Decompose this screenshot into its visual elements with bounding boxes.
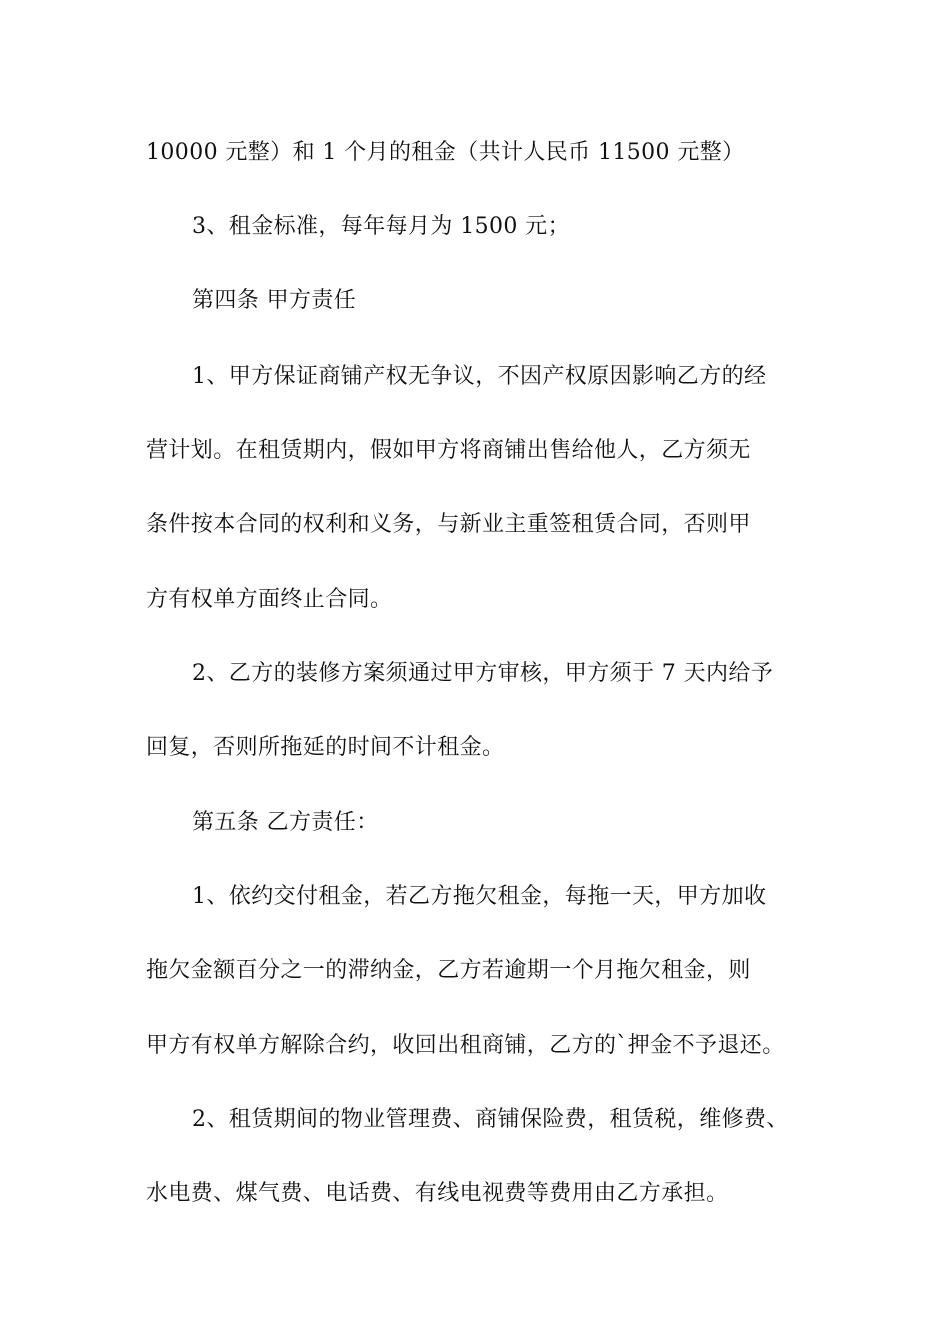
text-line: 营计划。在租赁期内，假如甲方将商铺出售给他人，乙方须无 [146, 438, 751, 463]
text-line: 拖欠金额百分之一的滞纳金，乙方若逾期一个月拖欠租金，则 [146, 958, 751, 983]
text-line: 水电费、煤气费、电话费、有线电视费等费用由乙方承担。 [146, 1181, 729, 1206]
section-heading-article-five: 第五条 乙方责任： [192, 810, 379, 835]
text-line: 甲方有权单方解除合约，收回出租商铺，乙方的`押金不予退还。 [146, 1033, 785, 1058]
text-line-deposit-total: 10000 元整）和 1 个月的租金（共计人民币 11500 元整） [146, 140, 745, 165]
text-line: 2、租赁期间的物业管理费、商铺保险费，租赁税，维修费、 [192, 1107, 789, 1132]
text-line: 1、甲方保证商铺产权无争议，不因产权原因影响乙方的经 [192, 364, 767, 389]
text-line: 回复，否则所拖延的时间不计租金。 [146, 735, 505, 760]
text-line-rent-standard: 3、租金标准，每年每月为 1500 元； [192, 214, 570, 239]
section-heading-article-four: 第四条 甲方责任 [192, 288, 357, 313]
text-line: 方有权单方面终止合同。 [146, 587, 393, 612]
text-line: 1、依约交付租金，若乙方拖欠租金，每拖一天，甲方加收 [192, 884, 767, 909]
text-line: 2、乙方的装修方案须通过甲方审核，甲方须于 7 天内给予 [192, 661, 774, 686]
text-line: 条件按本合同的权利和义务，与新业主重签租赁合同，否则甲 [146, 512, 751, 537]
